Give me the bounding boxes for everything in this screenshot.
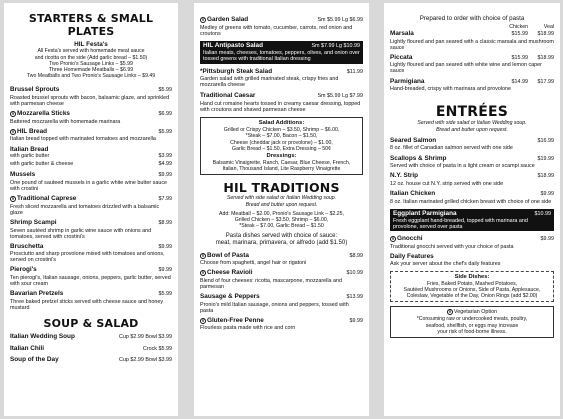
menu-item <box>200 16 363 37</box>
vegetarian-icon: V <box>201 317 205 323</box>
soup-item <box>10 345 172 354</box>
item-price: $9.99 <box>158 267 172 274</box>
chicken-price: $14.99 <box>511 78 528 85</box>
menu-item <box>390 155 554 170</box>
item-price: $9.99 <box>540 236 554 243</box>
festa-line1: All Festa's served with homemade meat sauce <box>37 48 145 55</box>
additions-title: Salad Additions: <box>258 120 305 127</box>
item-name: Italian Wedding Soup <box>10 333 75 341</box>
item-desc: Lightly floured and pan seared with white wine and lemon caper sauce <box>390 62 542 75</box>
menu-item <box>390 54 554 75</box>
dressings-title: Dressings: <box>266 152 297 159</box>
pasta-note: Pasta dishes served with choice of sauce: <box>225 232 338 239</box>
item-price: $10.99 <box>534 210 551 217</box>
starters-heading: STARTERS & SMALL PLATES <box>28 12 154 38</box>
traditions-subtitle: Served with side salad or Italian Wedding soup. <box>226 195 337 202</box>
warning-line: seafood, shellfish, or eggs may increase <box>425 322 519 329</box>
sides-line: Sautéed Mushrooms or Onions, Side of Pasta, Applesauce, <box>403 286 541 293</box>
item-name: Cheese Ravioli <box>207 269 253 277</box>
item-name: Italian Chili <box>10 344 45 352</box>
item-name: N.Y. Strip <box>390 172 419 180</box>
item-name: HIL Antipasto Salad <box>203 41 264 49</box>
traditions-add: Add: Meatball – $2.00, Pronio's Sausage Link – $2.25, <box>219 210 344 217</box>
veal-label: Veal <box>543 24 554 30</box>
item-name: Gluten-Free Penne <box>207 316 264 324</box>
item-price: $5.99 <box>158 291 172 298</box>
menu-item <box>10 146 172 169</box>
entrees-subtitle: Bread and butter upon request. <box>436 126 508 133</box>
item-name: Italian Chicken <box>390 189 436 197</box>
traditions-heading: HIL TRADITIONS <box>223 180 340 196</box>
sides-line: Coleslaw, Vegetable of the Day, Onion Rings (add $2.00) <box>406 293 538 300</box>
vegetarian-icon: V <box>201 17 205 22</box>
item-price: Sm $5.99 Lg $7.99 <box>317 93 363 100</box>
item-desc: Three baked pretzel sticks served with cheese sauce and honey mustard <box>10 298 164 311</box>
pasta-note: meat, marinara, primavera, or alfredo (add $1.50) <box>215 239 348 246</box>
item-desc: Ten pierogi's, Italian sausage, onions, peppers, garlic butter, served with sour cream <box>10 275 171 288</box>
item-name: Pierogi's <box>10 266 37 274</box>
vegetarian-icon: V <box>391 236 395 242</box>
menu-item <box>10 290 172 311</box>
menu-item <box>10 86 172 107</box>
legend-text: Vegetarian Option <box>453 309 498 316</box>
item-name: Soup of the Day <box>10 356 59 364</box>
veal-price: $18.99 <box>537 31 554 37</box>
vegetarian-icon: V <box>201 270 205 276</box>
menu-item <box>390 137 554 152</box>
item-name: Mozzarella Sticks <box>17 110 70 118</box>
veal-price: $17.99 <box>537 78 554 85</box>
item-desc: Italian bread topped with marinated tomatoes and mozzarella <box>10 136 156 143</box>
item-name: Bowl of Pasta <box>207 251 249 259</box>
sides-title: Side Dishes: <box>454 273 490 280</box>
item-name: Gnocchi <box>397 235 423 243</box>
item-name: Bruschetta <box>10 242 44 250</box>
festa-option: Three Homemade Meatballs – $6.99 <box>48 67 134 74</box>
starters-column <box>4 3 178 416</box>
item-desc: 8 oz. fillet of Canadian salmon served with one side <box>390 145 513 152</box>
item-name: Piccata <box>390 53 413 61</box>
item-desc: Choose from spaghetti, angel hair or rigatoni <box>200 260 307 267</box>
entrees-heading: ENTRÉES <box>435 104 509 121</box>
item-price: $9.99 <box>349 317 363 324</box>
item-price: $4.99 <box>158 160 172 167</box>
chicken-label: Chicken <box>509 24 528 30</box>
menu-item <box>10 243 172 264</box>
item-option: with garlic butter & cheese <box>10 160 74 167</box>
festa-option: Two Meatballs and Two Pronio's Sausage Links – $9.49 <box>26 73 156 80</box>
item-price: $8.99 <box>349 252 363 259</box>
vegetarian-icon: V <box>448 309 452 315</box>
item-price: $16.99 <box>537 137 554 144</box>
item-desc: 8 oz. Italian marinated grilled chicken breast with choice of one side <box>390 198 552 205</box>
item-price: $18.99 <box>537 173 554 180</box>
item-name: Daily Features <box>390 253 434 261</box>
item-name: Mussels <box>10 171 36 179</box>
item-desc: Garden salad with grilled marinated steak, crispy fries and mozzarella cheese <box>200 76 339 89</box>
item-desc: Italian meats, cheeses, tomatoes, peppers, olives, and onion over tossed greens with traditional Italian dressing <box>203 50 360 63</box>
menu-item <box>10 195 172 216</box>
dressings-line: Balsamic Vinaigrette, Ranch, Caesar, Blue Cheese, French, <box>212 159 351 166</box>
item-desc: Roasted brussel sprouts with bacon, balsamic glaze, and sprinkled with parmesan cheese <box>10 95 170 108</box>
warning-line: your risk of food-borne illness. <box>437 328 507 335</box>
menu-item <box>390 235 554 250</box>
item-name: Italian Bread <box>10 145 49 153</box>
item-desc: Traditional gnocchi served with your choice of pasta <box>390 243 514 250</box>
item-name: Brussel Sprouts <box>10 86 60 94</box>
additions-line: *Steak – $7.00, Bacon – $1.50, <box>245 133 318 140</box>
menu-item <box>200 317 363 332</box>
item-price: $5.99 <box>158 128 172 135</box>
item-price: Sm $7.99 Lg $10.99 <box>311 42 360 49</box>
menu-item <box>10 110 172 125</box>
additions-line: Cheese (cheddar jack or provolone) – $1.00, <box>230 139 333 146</box>
item-price: $19.99 <box>537 155 554 162</box>
salads-traditions-column <box>194 3 369 416</box>
soup-item <box>10 333 172 342</box>
item-name: *Pittsburgh Steak Salad <box>200 67 273 75</box>
item-desc: Pronio's mild Italian sausage, onions and peppers, tossed with pasta <box>200 301 349 314</box>
item-name: Eggplant Parmigiana <box>393 209 457 217</box>
item-price: Cup $2.99 Bowl $3.99 <box>118 334 172 341</box>
item-price: $5.99 <box>158 87 172 94</box>
chicken-price: $15.99 <box>511 31 528 37</box>
item-price: $13.99 <box>346 294 363 301</box>
vegetarian-icon: V <box>11 196 15 202</box>
warning-line: *Consuming raw or undercooked meats, poultry, <box>416 316 528 323</box>
side-dishes-box <box>390 271 554 303</box>
item-price: $10.99 <box>346 270 363 277</box>
item-desc: Fresh sliced mozzarella and tomatoes drizzled with a balsamic glaze <box>10 203 160 216</box>
menu-item <box>390 190 554 205</box>
item-desc: Served with choice of pasta in a light cream or scampi sauce <box>390 163 535 170</box>
item-price: $9.99 <box>540 190 554 197</box>
entrees-subtitle: Served with side salad or Italian Wedding soup. <box>417 120 527 127</box>
item-name: Marsala <box>390 30 414 37</box>
item-desc: Ask your server about the chef's daily features <box>390 260 501 267</box>
soup-salad-heading: SOUP & SALAD <box>43 317 139 331</box>
item-desc: One pound of sauteed mussels in a garlic white wine butter sauce with crostini <box>10 179 168 193</box>
item-name: Seared Salmon <box>390 136 437 144</box>
item-desc: Hand-breaded, crispy with marinara and provolone <box>390 86 512 93</box>
item-desc: Blend of four cheeses: ricotta, mascarpone, mozzarella and parmesan <box>200 277 343 290</box>
veal-price: $18.99 <box>537 54 554 61</box>
vegetarian-icon: V <box>201 252 205 258</box>
item-desc: Fresh eggplant hand-breaded, topped with marinara and provolone, served over pasta <box>393 218 528 231</box>
item-name: Traditional Caesar <box>200 92 256 100</box>
vegetarian-icon: V <box>11 111 15 117</box>
vegetarian-icon: V <box>11 128 15 134</box>
item-name: HIL Bread <box>17 127 48 135</box>
menu-item <box>10 171 172 192</box>
traditions-subtitle: Bread and butter upon request. <box>245 201 318 208</box>
legend-box <box>390 306 554 338</box>
legend <box>393 309 551 316</box>
menu-item <box>200 68 363 89</box>
featured-item <box>200 41 363 64</box>
menu-item <box>200 92 363 113</box>
item-name: Bavarian Pretzels <box>10 290 64 298</box>
item-desc: Prosciutto and sharp provolone mixed with tomatoes and onions, served on crostini's <box>10 251 165 264</box>
salad-additions-box <box>200 117 363 175</box>
festa-block <box>10 41 172 79</box>
menu-item <box>390 78 554 93</box>
item-name: Sausage & Peppers <box>200 293 260 301</box>
traditions-add: *Steak – $7.00, Garlic Bread – $1.50 <box>239 223 324 230</box>
menu-item <box>200 269 363 290</box>
dressings-line: Italian, Thousand Island, Lite Raspberry Vinaigrette <box>222 166 341 173</box>
item-desc: Seven sautéed shrimp in garlic wine sauce with onions and tomatoes, served with crostini's <box>10 227 152 240</box>
menu-item <box>10 219 172 240</box>
soup-item <box>10 356 172 365</box>
additions-line: Garlic Bread – $1.50, Extra Dressing – 50¢ <box>232 145 331 152</box>
item-option: with garlic butter <box>10 153 50 160</box>
item-price: $6.99 <box>158 111 172 118</box>
item-price: $9.99 <box>158 243 172 250</box>
additions-line: Grilled or Crispy Chicken – $3.50, Shrimp – $6.00, <box>223 127 340 134</box>
item-price: $7.99 <box>158 196 172 203</box>
menu-item <box>10 266 172 287</box>
entrees-column <box>384 3 560 416</box>
menu-item <box>200 252 363 267</box>
chicken-price: $15.99 <box>511 54 528 61</box>
item-price: $9.99 <box>158 172 172 179</box>
item-name: Shrimp Scampi <box>10 218 57 226</box>
item-price: $3.99 <box>158 153 172 160</box>
item-name: Scallops & Shrimp <box>390 154 447 162</box>
prep-note: Prepared to order with choice of pasta <box>419 15 525 22</box>
featured-item <box>390 209 554 232</box>
menu-item <box>390 172 554 187</box>
item-price: Sm $5.99 Lg $6.99 <box>317 17 363 23</box>
item-desc: Lightly floured and pan seared with a classic marsala and mushroom sauce <box>390 38 554 51</box>
item-name: Traditional Caprese <box>17 195 77 203</box>
item-price: $11.99 <box>346 68 363 75</box>
item-desc: Flourless pasta made with rice and corn <box>200 325 296 332</box>
menu-item <box>390 253 554 267</box>
item-desc: Medley of greens with tomato, cucumber, carrots, red onion and croutons <box>200 24 353 37</box>
item-desc: Battered mozzarella with homemade marinara <box>10 118 121 125</box>
item-desc: Hand cut romaine hearts tossed in creamy caesar dressing, topped with croutons and shaved parmesan cheese <box>200 100 361 114</box>
menu-item <box>10 128 172 143</box>
item-price: Cup $2.99 Bowl $3.99 <box>118 357 172 364</box>
item-desc: 12 oz. house cut N.Y. strip served with one side <box>390 180 504 187</box>
menu-item <box>390 30 554 51</box>
menu-item <box>200 293 363 314</box>
item-price: Crock $5.99 <box>142 345 172 352</box>
item-name: Parmigiana <box>390 77 425 85</box>
traditions-add: Grilled Chicken – $3.50, Shrimp – $6.00, <box>234 217 329 224</box>
festa-option: Two Pronio's Sausage Links – $5.99 <box>49 60 133 67</box>
sides-line: Fries, Baked Potato, Mashed Potatoes, <box>426 280 518 287</box>
item-price: $8.99 <box>158 219 172 226</box>
festa-line2: and ricotta on the side (Add garlic bread – $1.50) <box>34 54 148 61</box>
festa-title: HIL Festa's <box>74 41 108 48</box>
item-name: Garden Salad <box>207 16 249 23</box>
